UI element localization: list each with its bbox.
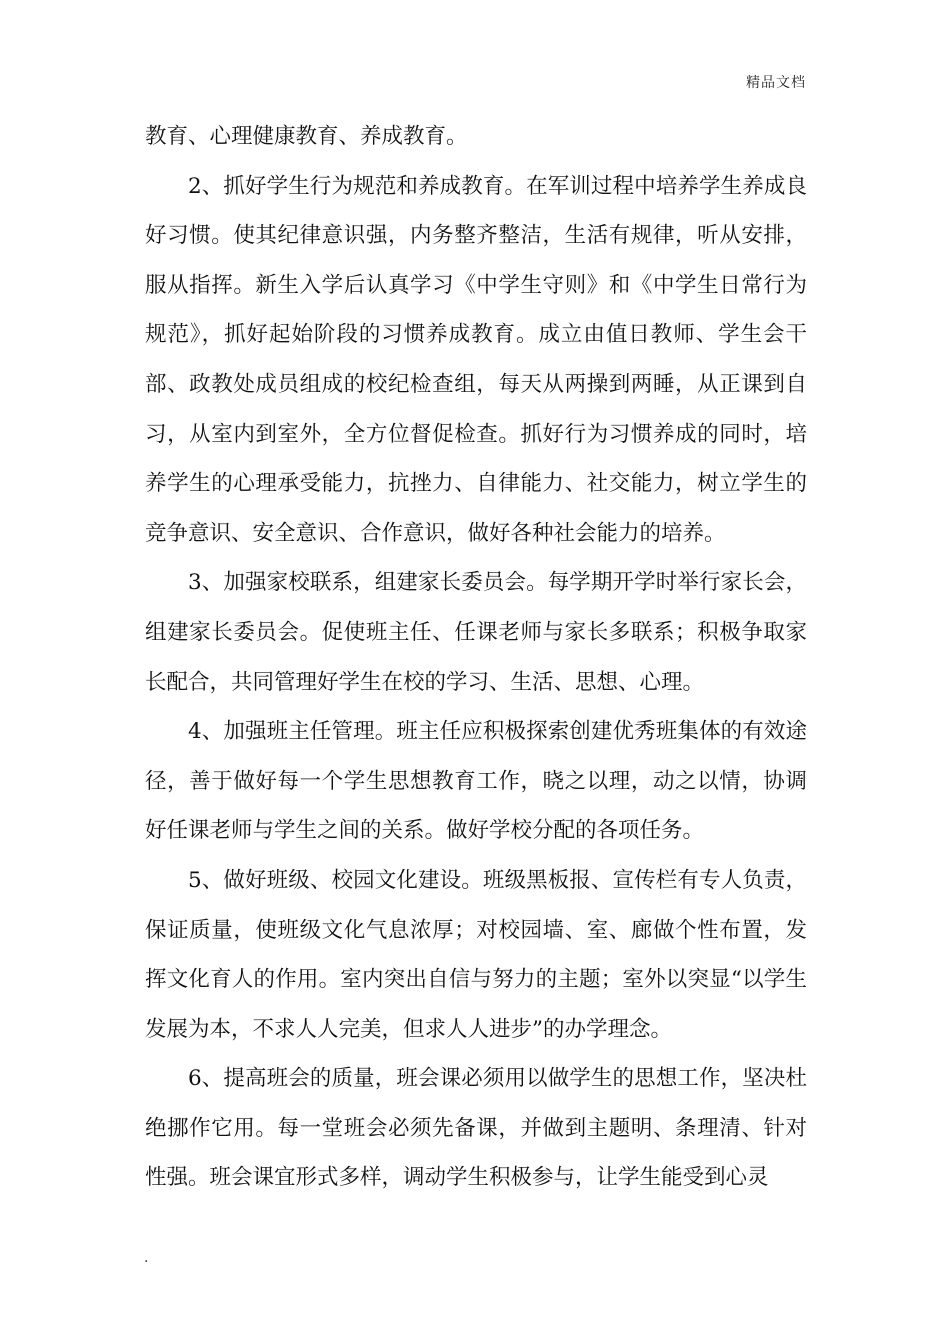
paragraph-continuation: 教育、心理健康教育、养成教育。 — [145, 124, 468, 149]
paragraph-item-2: 2、抓好学生行为规范和养成教育。在军训过程中培养学生养成良好习惯。使其纪律意识强，内务整齐整洁，生活有规律，听从安排，服从指挥。新生入学后认真学习《中学生守则》和《中学生日常行为规范》，抓好起始阶段的习惯养成教育。成立由值日教师、学生会干部、政教处成员组成的校纪检查组，每天从两操到两睡，从正课到自习，从室内到室外，全方位督促检查。抓好行为习惯养成的同时，培养学生的心理承受能力，抗挫力、自律能力、社交能力，树立学生的竞争意识、安全意识、合作意识，做好各种社会能力的培养。 — [145, 173, 807, 546]
paragraph-item-4: 4、加强班主任管理。班主任应积极探索创建优秀班集体的有效途径，善于做好每一个学生思想教育工作，晓之以理，动之以情，协调好任课老师与学生之间的关系。做好学校分配的各项任务。 — [145, 719, 807, 844]
paragraph-item-3: 3、加强家校联系，组建家长委员会。每学期开学时举行家长会，组建家长委员会。促使班主任、任课老师与家长多联系；积极争取家长配合，共同管理好学生在校的学习、生活、思想、心理。 — [145, 570, 807, 695]
paragraph-item-6: 6、提高班会的质量，班会课必须用以做学生的思想工作，坚决杜绝挪作它用。每一堂班会必须先备课，并做到主题明、条理清、针对性强。班会课宜形式多样，调动学生积极参与，让学生能受到心灵 — [145, 1066, 807, 1191]
document-header-label: 精品文档 — [746, 75, 806, 91]
document-body — [145, 112, 807, 1203]
paragraph-item-5: 5、做好班级、校园文化建设。班级黑板报、宣传栏有专人负责，保证质量，使班级文化气息浓厚；对校园墙、室、廊做个性布置，发挥文化育人的作用。室内突出自信与努力的主题；室外以突显“以学生发展为本，不求人人完美，但求人人进步”的办学理念。 — [145, 867, 807, 1042]
footer-mark: . — [144, 1250, 149, 1266]
